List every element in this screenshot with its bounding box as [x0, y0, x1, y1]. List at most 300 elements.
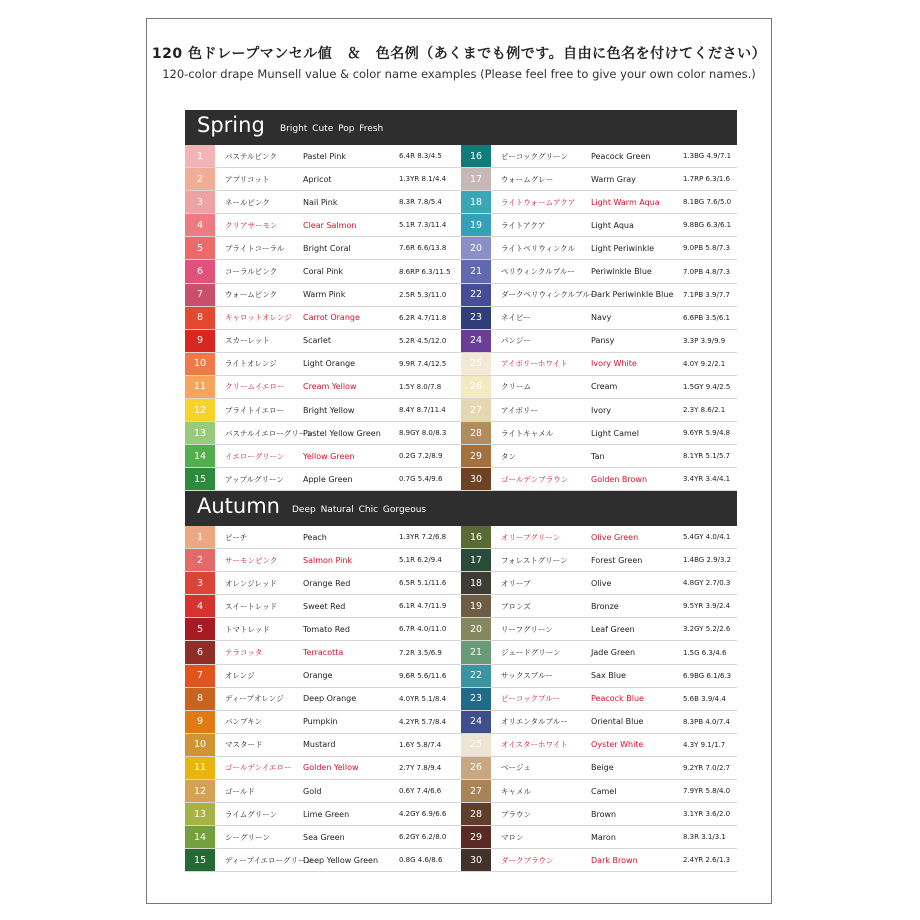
- color-name-jp: ブラウン: [501, 809, 531, 819]
- color-swatch-number: 14: [185, 445, 215, 467]
- color-name-en: Brown: [591, 809, 617, 819]
- color-swatch-number: 8: [185, 688, 215, 710]
- munsell-value: 1.5Y 8.0/7.8: [399, 382, 442, 391]
- color-name-en: Leaf Green: [591, 624, 635, 634]
- section-title: Spring: [197, 113, 265, 137]
- color-name-en: Light Warm Aqua: [591, 197, 660, 207]
- color-name-jp: ゴールデンイエロー: [225, 763, 292, 773]
- table-row: [461, 665, 737, 688]
- page-title-jp: 120 色ドレープマンセル値 ＆ 色名例（あくまでも例です。自由に色名を付けてください）: [151, 46, 767, 62]
- munsell-value: 9.2YR 7.0/2.7: [683, 763, 731, 772]
- table-row: [185, 849, 461, 872]
- color-name-en: Terracotta: [303, 648, 344, 658]
- color-swatch-number: 5: [185, 237, 215, 259]
- color-swatch-number: 15: [185, 468, 215, 490]
- table-row: [185, 734, 461, 757]
- color-name-en: Camel: [591, 786, 617, 796]
- munsell-value: 8.3R 3.1/3.1: [683, 833, 726, 842]
- color-swatch-number: 25: [461, 734, 491, 756]
- color-name-jp: ネイビー: [501, 313, 531, 323]
- color-swatch-number: 7: [185, 665, 215, 687]
- color-name-jp: ジェードグリーン: [501, 648, 561, 658]
- munsell-value: 7.2R 3.5/6.9: [399, 648, 442, 657]
- color-swatch-number: 9: [185, 330, 215, 352]
- color-name-en: Olive Green: [591, 532, 639, 542]
- munsell-value: 7.6R 6.6/13.8: [399, 244, 447, 253]
- munsell-value: 0.2G 7.2/8.9: [399, 452, 443, 461]
- table-row: [185, 191, 461, 214]
- color-name-en: Navy: [591, 313, 612, 323]
- color-name-jp: オリエンタルブルー: [501, 717, 568, 727]
- color-name-jp: パステルイエローグリーン: [225, 428, 314, 438]
- color-name-jp: マスタード: [225, 740, 263, 750]
- table-row: [461, 145, 737, 168]
- color-name-en: Bronze: [591, 601, 619, 611]
- color-name-en: Peach: [303, 532, 327, 542]
- color-name-jp: オイスターホワイト: [501, 740, 568, 750]
- section-title: Autumn: [197, 494, 280, 518]
- table-row: [461, 260, 737, 283]
- color-name-en: Golden Brown: [591, 474, 648, 484]
- munsell-value: 5.1R 7.3/11.4: [399, 221, 447, 230]
- color-swatch-number: 17: [461, 549, 491, 571]
- color-name-en: Maron: [591, 832, 616, 842]
- color-name-jp: フォレストグリーン: [501, 555, 568, 565]
- munsell-value: 9.6YR 5.9/4.8: [683, 429, 731, 438]
- munsell-value: 1.5GY 9.4/2.5: [683, 382, 731, 391]
- table-row: [185, 422, 461, 445]
- color-swatch-number: 6: [185, 260, 215, 282]
- color-swatch-number: 4: [185, 595, 215, 617]
- table-row: [185, 711, 461, 734]
- color-sheet: [146, 18, 772, 904]
- table-row: [461, 688, 737, 711]
- color-name-jp: キャメル: [501, 786, 531, 796]
- color-name-en: Light Camel: [591, 428, 639, 438]
- munsell-value: 8.1BG 7.6/5.0: [683, 198, 732, 207]
- munsell-value: 4.0YR 5.1/8.4: [399, 694, 447, 703]
- table-row: [461, 572, 737, 595]
- munsell-value: 1.4BG 2.9/3.2: [683, 556, 732, 565]
- color-name-en: Pansy: [591, 336, 615, 346]
- munsell-value: 6.4R 8.3/4.5: [399, 152, 442, 161]
- color-name-en: Orange Red: [303, 578, 351, 588]
- color-swatch-number: 10: [185, 353, 215, 375]
- table-row: [461, 353, 737, 376]
- color-swatch-number: 30: [461, 468, 491, 490]
- color-swatch-number: 18: [461, 572, 491, 594]
- munsell-value: 2.4YR 2.6/1.3: [683, 856, 731, 865]
- color-name-en: Ivory White: [591, 359, 637, 369]
- color-swatch-number: 9: [185, 711, 215, 733]
- table-row: [185, 168, 461, 191]
- color-name-jp: ゴールデンブラウン: [501, 474, 569, 484]
- table-row: [185, 468, 461, 491]
- color-name-jp: ブライトイエロー: [225, 405, 285, 415]
- color-name-en: Bright Coral: [303, 243, 351, 253]
- color-swatch-number: 25: [461, 353, 491, 375]
- color-name-jp: リーフグリーン: [501, 624, 553, 634]
- munsell-value: 5.2R 4.5/12.0: [399, 336, 447, 345]
- color-name-jp: ゴールド: [225, 786, 255, 796]
- color-swatch-number: 5: [185, 618, 215, 640]
- color-swatch-number: 29: [461, 445, 491, 467]
- color-name-en: Clear Salmon: [303, 220, 357, 230]
- color-name-en: Light Periwinkle: [591, 243, 655, 253]
- color-name-jp: マロン: [501, 832, 524, 842]
- left-column: [185, 145, 461, 491]
- munsell-value: 6.2GY 6.2/8.0: [399, 833, 447, 842]
- color-swatch-number: 29: [461, 826, 491, 848]
- munsell-value: 0.7G 5.4/9.6: [399, 475, 443, 484]
- color-swatch-number: 17: [461, 168, 491, 190]
- table-row: [461, 330, 737, 353]
- table-row: [185, 445, 461, 468]
- munsell-value: 5.4GY 4.0/4.1: [683, 533, 731, 542]
- color-name-jp: ウォームグレー: [501, 174, 554, 184]
- color-name-en: Mustard: [303, 740, 336, 750]
- color-name-jp: パステルピンク: [225, 151, 277, 161]
- color-name-jp: ライトキャメル: [501, 428, 554, 438]
- munsell-value: 1.7RP 6.3/1.6: [683, 175, 731, 184]
- color-name-jp: パンプキン: [225, 717, 263, 727]
- color-name-jp: シーグリーン: [225, 832, 270, 842]
- munsell-value: 4.3Y 9.1/1.7: [683, 740, 726, 749]
- munsell-value: 2.3Y 8.6/2.1: [683, 406, 726, 415]
- color-name-en: Dark Brown: [591, 855, 638, 865]
- munsell-value: 3.1YR 3.6/2.0: [683, 810, 731, 819]
- color-name-jp: ピーコックブルー: [501, 694, 561, 704]
- right-column: [461, 526, 737, 872]
- table-row: [185, 284, 461, 307]
- color-name-en: Lime Green: [303, 809, 350, 819]
- color-swatch-number: 26: [461, 376, 491, 398]
- color-swatch-number: 8: [185, 307, 215, 329]
- color-swatch-number: 13: [185, 422, 215, 444]
- table-row: [461, 757, 737, 780]
- munsell-value: 8.6RP 6.3/11.5: [399, 267, 451, 276]
- table-row: [461, 711, 737, 734]
- munsell-value: 2.5R 5.3/11.0: [399, 290, 447, 299]
- munsell-value: 5.6B 3.9/4.4: [683, 694, 726, 703]
- table-row: [461, 284, 737, 307]
- color-swatch-number: 23: [461, 307, 491, 329]
- table-row: [185, 595, 461, 618]
- color-swatch-number: 27: [461, 399, 491, 421]
- color-name-en: Light Orange: [303, 359, 356, 369]
- munsell-value: 1.3BG 4.9/7.1: [683, 152, 732, 161]
- color-swatch-number: 22: [461, 284, 491, 306]
- color-name-en: Scarlet: [303, 336, 331, 346]
- left-column: [185, 526, 461, 872]
- munsell-value: 6.9BG 6.1/6.3: [683, 671, 732, 680]
- munsell-value: 6.1R 4.7/11.9: [399, 602, 447, 611]
- color-swatch-number: 16: [461, 526, 491, 548]
- table-row: [461, 214, 737, 237]
- munsell-value: 5.1R 6.2/9.4: [399, 556, 442, 565]
- table-row: [461, 849, 737, 872]
- table-row: [461, 780, 737, 803]
- munsell-value: 2.7Y 7.8/9.4: [399, 763, 442, 772]
- munsell-value: 8.1YR 5.1/5.7: [683, 452, 731, 461]
- color-name-en: Oyster White: [591, 740, 644, 750]
- munsell-value: 1.3YR 8.1/4.4: [399, 175, 447, 184]
- color-name-jp: ペリウィンクルブルー: [501, 267, 575, 277]
- color-swatch-number: 21: [461, 260, 491, 282]
- color-name-jp: ダークブラウン: [501, 855, 554, 865]
- color-name-en: Peacock Blue: [591, 694, 644, 704]
- color-name-en: Cream: [591, 382, 618, 392]
- munsell-value: 6.7R 4.0/11.0: [399, 625, 447, 634]
- color-name-en: Oriental Blue: [591, 717, 644, 727]
- munsell-value: 0.8G 4.6/8.6: [399, 856, 443, 865]
- table-row: [185, 145, 461, 168]
- color-swatch-number: 4: [185, 214, 215, 236]
- color-name-jp: ディープイエローグリーン: [225, 855, 313, 865]
- munsell-value: 8.3R 7.8/5.4: [399, 198, 442, 207]
- section-header: [185, 110, 737, 145]
- color-swatch-number: 1: [185, 526, 215, 548]
- color-name-jp: スカーレット: [225, 336, 270, 346]
- color-name-jp: ベージュ: [501, 763, 531, 773]
- color-name-en: Sax Blue: [591, 671, 626, 681]
- color-swatch-number: 7: [185, 284, 215, 306]
- color-name-en: Peacock Green: [591, 151, 651, 161]
- color-name-jp: オリーブ: [501, 578, 531, 588]
- munsell-value: 6.2R 4.7/11.8: [399, 313, 447, 322]
- color-swatch-number: 3: [185, 191, 215, 213]
- table-row: [461, 168, 737, 191]
- color-name-jp: ピーコックグリーン: [501, 151, 568, 161]
- color-name-en: Golden Yellow: [303, 763, 359, 773]
- color-name-jp: ブロンズ: [501, 601, 531, 611]
- color-name-jp: ピーチ: [225, 532, 248, 542]
- table-row: [185, 549, 461, 572]
- color-swatch-number: 2: [185, 549, 215, 571]
- color-name-en: Sweet Red: [303, 601, 346, 611]
- color-name-jp: アップルグリーン: [225, 474, 284, 484]
- color-name-jp: アプリコット: [225, 174, 270, 184]
- table-row: [185, 618, 461, 641]
- color-name-en: Pumpkin: [303, 717, 338, 727]
- table-row: [461, 376, 737, 399]
- color-swatch-number: 27: [461, 780, 491, 802]
- section-subtitle: Deep Natural Chic Gorgeous: [292, 505, 427, 515]
- color-name-jp: イエローグリーン: [225, 451, 285, 461]
- table-row: [461, 826, 737, 849]
- munsell-value: 6.5R 5.1/11.6: [399, 579, 447, 588]
- table-row: [461, 803, 737, 826]
- color-swatch-number: 6: [185, 641, 215, 663]
- table-row: [185, 376, 461, 399]
- munsell-value: 9.0PB 5.8/7.3: [683, 244, 731, 253]
- color-swatch-number: 22: [461, 665, 491, 687]
- color-name-jp: ウォームピンク: [225, 290, 278, 300]
- color-name-en: Cream Yellow: [303, 382, 357, 392]
- color-name-en: Carrot Orange: [303, 313, 360, 323]
- color-name-jp: ディープオレンジ: [225, 694, 284, 704]
- color-swatch-number: 24: [461, 330, 491, 352]
- table-row: [461, 595, 737, 618]
- color-name-jp: オリーブグリーン: [501, 532, 561, 542]
- color-name-en: Deep Orange: [303, 694, 357, 704]
- munsell-value: 0.6Y 7.4/6.6: [399, 787, 442, 796]
- munsell-value: 9.6R 5.6/11.6: [399, 671, 447, 680]
- munsell-value: 8.4Y 8.7/11.4: [399, 406, 446, 415]
- color-name-en: Beige: [591, 763, 614, 773]
- table-row: [461, 734, 737, 757]
- color-name-en: Light Aqua: [591, 220, 634, 230]
- color-swatch-number: 2: [185, 168, 215, 190]
- color-name-en: Warm Gray: [591, 174, 636, 184]
- color-name-jp: ライトウォームアクア: [501, 197, 576, 207]
- color-swatch-number: 19: [461, 595, 491, 617]
- munsell-value: 4.0Y 9.2/2.1: [683, 359, 726, 368]
- table-row: [185, 780, 461, 803]
- color-swatch-number: 18: [461, 191, 491, 213]
- color-name-en: Bright Yellow: [303, 405, 355, 415]
- table-row: [461, 422, 737, 445]
- munsell-value: 8.9GY 8.0/8.3: [399, 429, 447, 438]
- color-name-jp: オレンジ: [225, 671, 255, 681]
- color-name-en: Olive: [591, 578, 612, 588]
- munsell-value: 1.5G 6.3/4.6: [683, 648, 727, 657]
- munsell-value: 9.8BG 6.3/6.1: [683, 221, 732, 230]
- munsell-value: 7.0PB 4.8/7.3: [683, 267, 731, 276]
- color-name-jp: ネールピンク: [225, 197, 270, 207]
- color-name-jp: タン: [501, 451, 516, 461]
- color-name-en: Apricot: [303, 174, 332, 184]
- color-name-jp: コーラルピンク: [225, 267, 278, 277]
- color-name-en: Apple Green: [303, 474, 353, 484]
- color-name-en: Gold: [303, 786, 322, 796]
- color-name-jp: ダークペリウィンクルブルー: [501, 290, 598, 300]
- munsell-value: 4.2YR 5.7/8.4: [399, 717, 447, 726]
- color-swatch-number: 28: [461, 803, 491, 825]
- color-swatch-number: 10: [185, 734, 215, 756]
- munsell-value: 7.1PB 3.9/7.7: [683, 290, 731, 299]
- color-swatch-number: 20: [461, 237, 491, 259]
- color-name-en: Pastel Pink: [303, 151, 346, 161]
- color-name-jp: トマトレッド: [225, 624, 270, 634]
- color-name-jp: サックスブルー: [501, 671, 553, 681]
- color-swatch-number: 21: [461, 641, 491, 663]
- color-name-en: Sea Green: [303, 832, 345, 842]
- color-swatch-number: 30: [461, 849, 491, 871]
- color-name-jp: ライトペリウィンクル: [501, 243, 575, 253]
- table-row: [461, 618, 737, 641]
- color-name-jp: ブライトコーラル: [225, 243, 285, 253]
- color-name-en: Pastel Yellow Green: [303, 428, 381, 438]
- table-row: [461, 526, 737, 549]
- table-row: [185, 307, 461, 330]
- color-name-jp: テラコッタ: [225, 648, 263, 658]
- table-row: [185, 214, 461, 237]
- spring-section: [185, 110, 737, 491]
- page-title-en: 120-color drape Munsell value & color name examples (Please feel free to give your own color names.): [162, 67, 756, 81]
- color-name-en: Forest Green: [591, 555, 643, 565]
- table-row: [461, 641, 737, 664]
- color-swatch-number: 11: [185, 376, 215, 398]
- munsell-value: 7.9YR 5.8/4.0: [683, 787, 731, 796]
- color-swatch-number: 26: [461, 757, 491, 779]
- table-row: [185, 237, 461, 260]
- table-row: [461, 468, 737, 491]
- color-name-jp: ライトアクア: [501, 220, 546, 230]
- color-swatch-number: 14: [185, 826, 215, 848]
- table-row: [185, 353, 461, 376]
- color-name-jp: クリームイエロー: [225, 382, 285, 392]
- color-swatch-number: 24: [461, 711, 491, 733]
- munsell-value: 3.2GY 5.2/2.6: [683, 625, 731, 634]
- color-swatch-number: 16: [461, 145, 491, 167]
- color-name-en: Orange: [303, 671, 333, 681]
- color-name-en: Deep Yellow Green: [303, 855, 379, 865]
- table-row: [461, 307, 737, 330]
- section-header: [185, 491, 737, 526]
- color-swatch-number: 20: [461, 618, 491, 640]
- color-name-en: Ivory: [591, 405, 612, 415]
- color-name-jp: アイボリー: [501, 405, 538, 415]
- right-column: [461, 145, 737, 491]
- munsell-value: 1.3YR 7.2/6.8: [399, 533, 447, 542]
- color-swatch-number: 12: [185, 780, 215, 802]
- table-row: [185, 757, 461, 780]
- color-name-jp: スイートレッド: [225, 601, 278, 611]
- munsell-value: 9.5YR 3.9/2.4: [683, 602, 731, 611]
- color-name-en: Warm Pink: [303, 290, 346, 300]
- color-name-jp: サーモンピンク: [225, 555, 278, 565]
- color-name-jp: キャロットオレンジ: [225, 313, 292, 323]
- munsell-value: 1.6Y 5.8/7.4: [399, 740, 442, 749]
- munsell-value: 9.9R 7.4/12.5: [399, 359, 447, 368]
- color-name-jp: パンジー: [501, 336, 531, 346]
- section-subtitle: Bright Cute Pop Fresh: [280, 124, 384, 134]
- table-row: [461, 549, 737, 572]
- munsell-value: 4.2GY 6.9/6.6: [399, 810, 447, 819]
- color-name-en: Tan: [591, 451, 605, 461]
- table-row: [185, 260, 461, 283]
- munsell-value: 3.4YR 3.4/4.1: [683, 475, 731, 484]
- munsell-value: 8.3PB 4.0/7.4: [683, 717, 731, 726]
- color-name-en: Nail Pink: [303, 197, 338, 207]
- color-name-jp: アイボリーホワイト: [501, 359, 568, 369]
- table-row: [185, 803, 461, 826]
- table-row: [185, 399, 461, 422]
- table-row: [185, 526, 461, 549]
- table-row: [461, 399, 737, 422]
- color-swatch-number: 11: [185, 757, 215, 779]
- table-row: [461, 191, 737, 214]
- table-row: [185, 641, 461, 664]
- table-row: [185, 330, 461, 353]
- color-swatch-number: 15: [185, 849, 215, 871]
- color-swatch-number: 23: [461, 688, 491, 710]
- munsell-value: 6.6PB 3.5/6.1: [683, 313, 731, 322]
- color-name-en: Coral Pink: [303, 267, 344, 277]
- color-name-en: Yellow Green: [303, 451, 355, 461]
- table-row: [185, 572, 461, 595]
- table-row: [461, 237, 737, 260]
- color-name-en: Tomato Red: [303, 624, 350, 634]
- color-name-jp: オレンジレッド: [225, 578, 277, 588]
- table-row: [461, 445, 737, 468]
- table-row: [185, 826, 461, 849]
- color-swatch-number: 1: [185, 145, 215, 167]
- color-swatch-number: 13: [185, 803, 215, 825]
- color-swatch-number: 28: [461, 422, 491, 444]
- color-name-jp: クリーム: [501, 382, 531, 392]
